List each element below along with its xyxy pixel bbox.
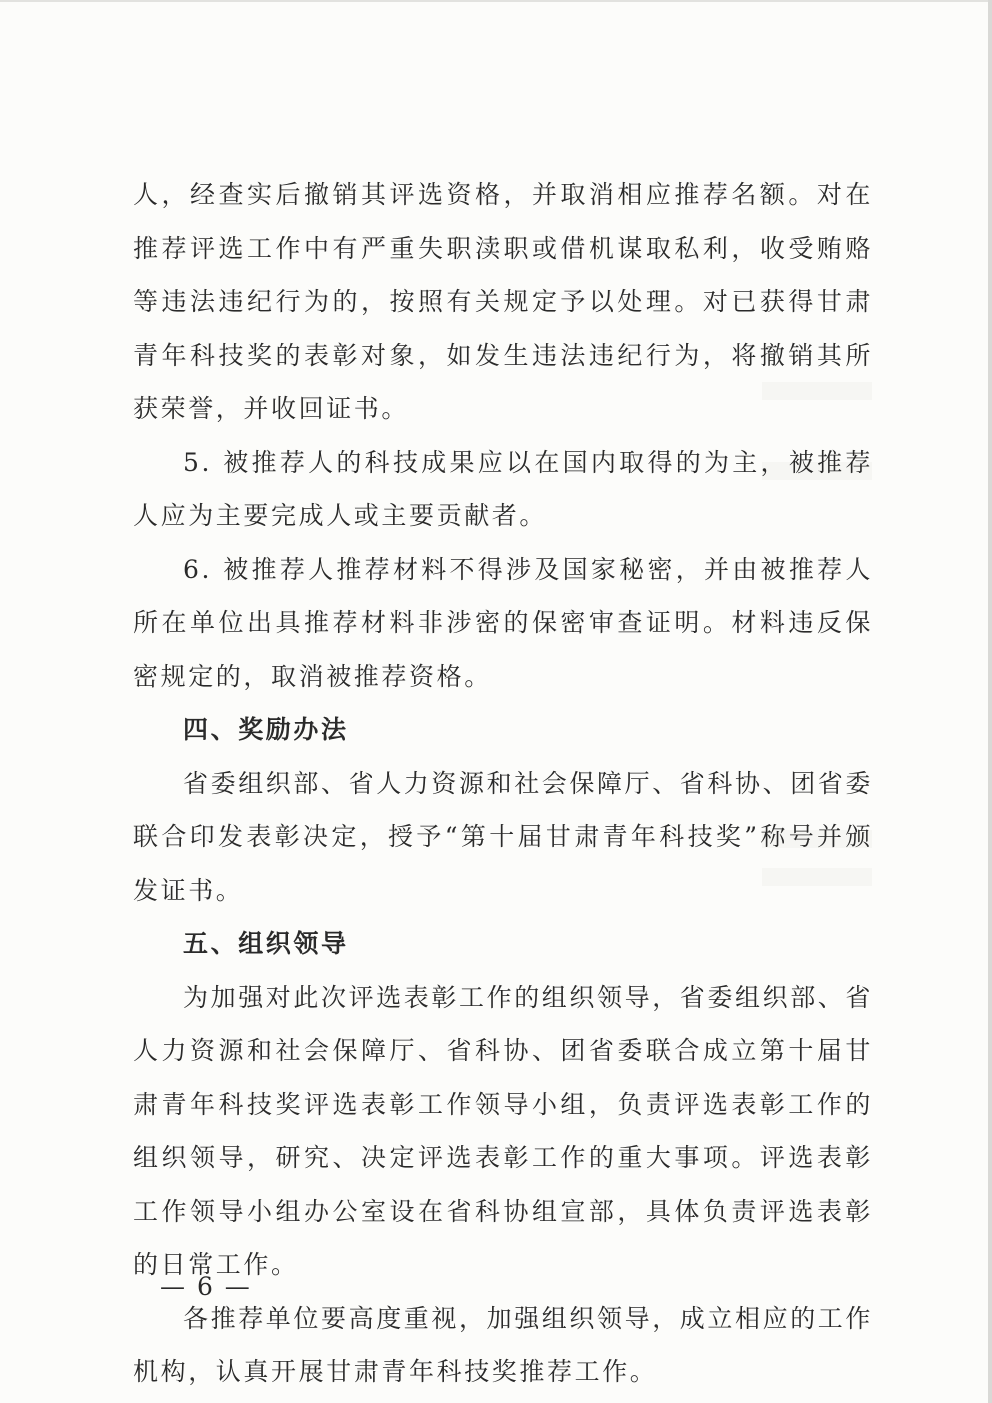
- section-heading-reward-method: 四、奖励办法: [183, 715, 349, 744]
- page-number: — 6 —: [160, 1272, 252, 1301]
- paragraph-reward-method: 省委组织部、省人力资源和社会保障厅、省科协、团省委联合印发表彰决定，授予“第十届甘肃青年科技奖”称号并颁发证书。: [133, 768, 874, 905]
- paragraph-recommending-units: 各推荐单位要高度重视，加强组织领导，成立相应的工作机构，认真开展甘肃青年科技奖推荐工作。: [133, 1303, 874, 1386]
- paragraph-organization: 为加强对此次评选表彰工作的组织领导，省委组织部、省人力资源和社会保障厅、省科协、团省委联合成立第十届甘肃青年科技奖评选表彰工作领导小组，负责评选表彰工作的组织领导，研究、决定评选表彰工作的重大事项。评选表彰工作领导小组办公室设在省科协组宣部，具体负责评选表彰的日常工作。: [133, 982, 874, 1279]
- body-text: [133, 168, 873, 1399]
- paragraph-continuation: 人，经查实后撤销其评选资格，并取消相应推荐名额。对在推荐评选工作中有严重失职渎职或借机谋取私利，收受贿赂等违法违纪行为的，按照有关规定予以处理。对已获得甘肃青年科技奖的表彰对象，如发生违法违纪行为，将撤销其所获荣誉，并收回证书。: [133, 180, 873, 423]
- paragraph-item-6: 6. 被推荐人推荐材料不得涉及国家秘密，并由被推荐人所在单位出具推荐材料非涉密的保密审查证明。材料违反保密规定的，取消被推荐资格。: [133, 554, 873, 691]
- paragraph-item-5: 5. 被推荐人的科技成果应以在国内取得的为主，被推荐人应为主要完成人或主要贡献者。: [133, 447, 873, 530]
- section-heading-organization: 五、组织领导: [183, 929, 349, 958]
- page-right-edge: [988, 0, 992, 1403]
- page-top-edge: [0, 0, 992, 2]
